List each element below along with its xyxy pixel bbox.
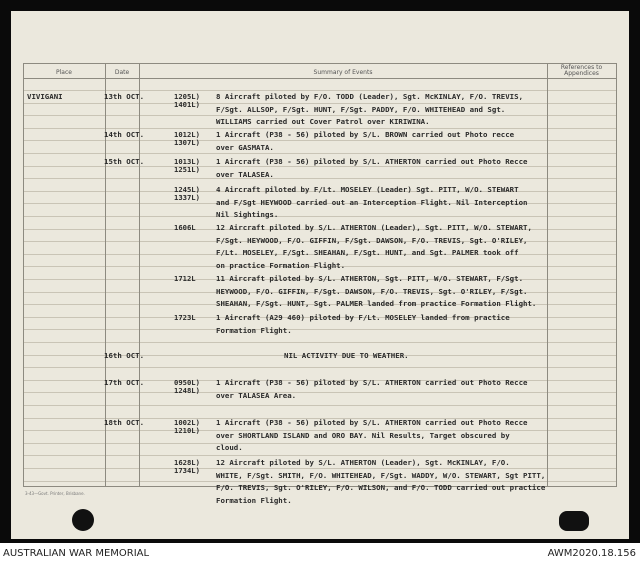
left-border [23, 63, 24, 487]
entry-summary-line: WHITE, F/Sgt. SMITH, F/O. WHITEHEAD, F/Sgt. WADDY, W/O. STEWART, Sgt PITT, [216, 470, 546, 480]
entry-date: 16th OCT. [104, 351, 145, 360]
entry-date: 13th OCT. [104, 92, 145, 101]
entry-date: 18th OCT. [104, 418, 145, 427]
caption-accession-number: AWM2020.18.156 [547, 548, 636, 559]
entry-summary-line: 11 Aircraft piloted by S/L. ATHERTON, Sgt. PITT, W/O. STEWART, F/Sgt. [216, 274, 524, 283]
entry-summary-line: 8 Aircraft piloted by F/O. TODD (Leader), Sgt. McKINLAY, F/O. TREVIS, [216, 92, 524, 101]
ruled-line [23, 329, 617, 330]
date-header: Date [114, 69, 130, 76]
entry-time: 1337L) [174, 193, 200, 202]
entry-summary-line: over GASMATA. [216, 142, 274, 152]
entry-summary-line: WILLIAMS carried out Cover Patrol over KIRIWINA. [216, 117, 430, 127]
entry-time: 1712L [174, 274, 196, 283]
entry-summary-line: 1 Aircraft (P38 - 56) piloted by S/L. BROWN carried out Photo recce [216, 130, 515, 139]
entry-time: 0950L) [174, 378, 200, 387]
entry-time: 1245L) [174, 185, 200, 194]
ruled-line [23, 405, 617, 406]
top-border [23, 63, 617, 64]
document-page [11, 11, 629, 539]
punch-hole-left [72, 509, 94, 531]
entry-time: 1628L) [174, 458, 200, 467]
ruled-line [23, 178, 617, 179]
references-header: References to Appendices [560, 64, 603, 77]
ruled-line [23, 216, 617, 217]
right-border [616, 63, 617, 487]
entry-summary-line: F/Lt. MOSELEY, F/Sgt. SHEAHAN, F/Sgt. HUNT, and Sgt. PALMER took off [216, 248, 519, 258]
place-name: VIVIGANI [27, 92, 63, 101]
entry-time: 1013L) [174, 157, 200, 166]
place-header: Place [56, 69, 72, 76]
entry-summary-line: 1 Aircraft (P38 - 56) piloted by S/L. ATHERTON carried out Photo Recce [216, 157, 528, 166]
ruled-line [23, 342, 617, 343]
entry-time: 1251L) [174, 165, 200, 174]
punch-hole-right [559, 511, 589, 531]
entry-summary-line: HEYWOOD, F/O. GIFFIN, F/Sgt. DAWSON, F/O. TREVIS, Sgt. O'RILEY, F/Sgt. [216, 286, 528, 296]
summary-references-divider [547, 63, 548, 487]
entry-summary-line: 4 Aircraft piloted by F/Lt. MOSELEY (Leader) Sgt. PITT, W/O. STEWART [216, 185, 519, 194]
entry-time: 1205L) [174, 92, 200, 101]
entry-time: 1723L [174, 313, 196, 322]
ruled-line [23, 392, 617, 393]
printer-imprint: 3-43—Govt. Printer, Brisbane. [25, 491, 85, 496]
ruled-line [23, 153, 617, 154]
entry-summary-line: Formation Flight. [216, 325, 292, 335]
header-underline [23, 78, 617, 79]
entry-time: 1734L) [174, 466, 200, 475]
entry-date: 14th OCT. [104, 130, 145, 139]
entry-summary-line: over SHORTLAND ISLAND and ORO BAY. Nil Results, Target obscured by [216, 430, 510, 440]
entry-summary-line: 1 Aircraft (P38 - 56) piloted by S/L. ATHERTON carried out Photo Recce [216, 378, 528, 387]
ruled-line [23, 443, 617, 444]
entry-summary-line: F/Sgt. ALLSOP, F/Sgt. HUNT, F/Sgt. PADDY, F/O. WHITEHEAD and Sgt. [216, 104, 506, 114]
entry-summary-line: 1 Aircraft (A29 460) piloted by F/Lt. MOSELEY landed from practice [216, 313, 510, 322]
entry-summary-line: NIL ACTIVITY DUE TO WEATHER. [284, 351, 409, 360]
entry-summary-line: Formation Flight. [216, 495, 292, 505]
entry-summary-line: over TALASEA Area. [216, 390, 297, 400]
entry-summary-line: 1 Aircraft (P38 - 56) piloted by S/L. ATHERTON carried out Photo Recce [216, 418, 528, 427]
entry-date: 17th OCT. [104, 378, 145, 387]
entry-time: 1401L) [174, 100, 200, 109]
summary-header: Summary of Events [313, 69, 373, 76]
entry-time: 1002L) [174, 418, 200, 427]
entry-summary-line: Nil Sightings. [216, 210, 279, 220]
entry-time: 1307L) [174, 138, 200, 147]
entry-summary-line: over TALASEA. [216, 169, 274, 179]
entry-summary-line: 12 Aircraft piloted by S/L. ATHERTON (Leader), Sgt. McKINLAY, F/O. [216, 458, 510, 467]
caption-institution: AUSTRALIAN WAR MEMORIAL [3, 548, 150, 559]
ruled-line [23, 367, 617, 368]
entry-date: 15th OCT. [104, 157, 145, 166]
ruled-line [23, 140, 617, 141]
entry-time: 1210L) [174, 426, 200, 435]
entry-summary-line: F/Sgt. HEYWOOD, F/O. GIFFIN, F/Sgt. DAWSON, F/O. TREVIS, Sgt. O'RILEY, [216, 235, 528, 245]
entry-summary-line: F/O. TREVIS, Sgt. O'RILEY, F/O. WILSON, and F/O. TODD carried out practice [216, 483, 546, 493]
entry-time: 1248L) [174, 386, 200, 395]
entry-time: 1606L [174, 223, 196, 232]
ruled-line [23, 455, 617, 456]
entry-summary-line: 12 Aircraft piloted by S/L. ATHERTON (Leader), Sgt. PITT, W/O. STEWART, [216, 223, 532, 232]
entry-summary-line: SHEAHAN, F/Sgt. HUNT, Sgt. PALMER landed from practice Formation Flight. [216, 299, 537, 309]
entry-time: 1012L) [174, 130, 200, 139]
entry-summary-line: cloud. [216, 443, 243, 453]
entry-summary-line: and F/Sgt HEYWOOD carried out an Interception Flight. Nil Interception [216, 197, 528, 207]
entry-summary-line: on practice Formation Flight. [216, 260, 346, 270]
